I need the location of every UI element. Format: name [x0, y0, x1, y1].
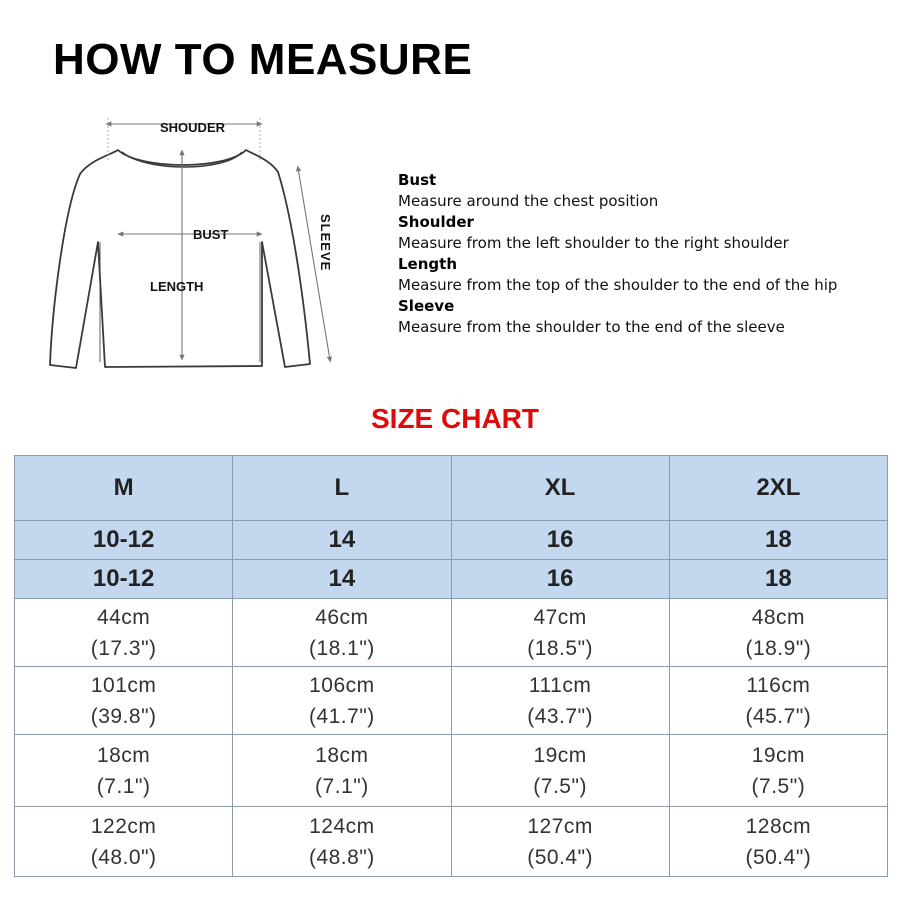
measurement-legend — [398, 170, 878, 338]
size-chart-title: SIZE CHART — [371, 403, 539, 434]
table-cell — [669, 735, 887, 807]
cell-cm: 47cm — [533, 605, 587, 629]
table-row — [15, 560, 888, 599]
size-table — [14, 455, 888, 877]
cell-cm: 46cm — [315, 605, 369, 629]
table-cell: 16 — [451, 521, 669, 560]
cell-cm: 116cm — [746, 673, 811, 697]
cell-inches: (7.1") — [96, 774, 151, 798]
cell-inches: (17.3") — [90, 636, 157, 660]
table-cell — [15, 807, 233, 877]
cell-inches: (43.7") — [527, 704, 594, 728]
cell-inches: (48.8") — [308, 845, 375, 869]
table-cell — [451, 735, 669, 807]
table-row — [15, 599, 888, 667]
table-cell: 10-12 — [15, 521, 233, 560]
cell-cm: 19cm — [751, 743, 806, 767]
table-cell — [669, 807, 887, 877]
cell-inches: (7.5") — [533, 774, 587, 798]
table-cell: 18 — [669, 521, 887, 560]
cell-cm: 124cm — [309, 814, 375, 838]
table-cell — [451, 599, 669, 667]
table-cell — [233, 599, 451, 667]
cell-cm: 44cm — [96, 605, 151, 629]
bust-label: BUST — [193, 227, 229, 242]
header-cell-xl: XL — [451, 456, 669, 521]
legend-desc-bust: Measure around the chest position — [398, 192, 659, 210]
table-cell — [669, 599, 887, 667]
legend-term-sleeve: Sleeve — [398, 297, 455, 315]
legend-desc-shoulder: Measure from the left shoulder to the right shoulder — [398, 234, 789, 252]
cell-cm: 106cm — [309, 673, 375, 697]
cell-inches: (18.5") — [527, 636, 594, 660]
table-cell — [15, 667, 233, 735]
table-cell — [15, 735, 233, 807]
cell-inches: (7.5") — [751, 774, 806, 798]
table-cell: 10-12 — [15, 560, 233, 599]
cell-inches: (18.9") — [745, 636, 812, 660]
cell-cm: 127cm — [527, 814, 593, 838]
cell-inches: (50.4") — [527, 845, 594, 869]
measurement-diagram — [40, 110, 370, 380]
legend-desc-sleeve: Measure from the shoulder to the end of the sleeve — [398, 318, 785, 336]
cell-cm: 111cm — [528, 673, 592, 697]
table-cell — [233, 667, 451, 735]
table-cell — [451, 667, 669, 735]
header-cell-2xl: 2XL — [669, 456, 887, 521]
table-cell — [669, 667, 887, 735]
table-cell — [233, 807, 451, 877]
legend-term-length: Length — [398, 255, 457, 273]
cell-inches: (7.1") — [315, 774, 369, 798]
cell-inches: (50.4") — [745, 845, 812, 869]
table-cell — [233, 735, 451, 807]
table-row — [15, 667, 888, 735]
table-row — [15, 521, 888, 560]
cell-cm: 18cm — [315, 743, 369, 767]
shoulder-label: SHOUDER — [160, 120, 226, 135]
cell-inches: (41.7") — [308, 704, 375, 728]
cell-inches: (18.1") — [308, 636, 375, 660]
table-cell: 16 — [451, 560, 669, 599]
table-cell — [15, 599, 233, 667]
cell-cm: 128cm — [745, 814, 812, 838]
table-row — [15, 807, 888, 877]
cell-inches: (48.0") — [90, 845, 157, 869]
table-cell: 18 — [669, 560, 887, 599]
length-label: LENGTH — [150, 279, 204, 294]
header-cell-l: L — [233, 456, 451, 521]
table-row — [15, 735, 888, 807]
page-title: HOW TO MEASURE — [53, 35, 473, 84]
legend-term-bust: Bust — [398, 171, 437, 189]
table-header-row — [15, 456, 888, 521]
cell-cm: 18cm — [96, 743, 151, 767]
legend-desc-length: Measure from the top of the shoulder to the end of the hip — [398, 276, 838, 294]
table-cell: 14 — [233, 521, 451, 560]
cell-inches: (45.7") — [745, 704, 812, 728]
cell-cm: 48cm — [751, 605, 806, 629]
cell-cm: 122cm — [90, 814, 157, 838]
legend-term-shoulder: Shoulder — [398, 213, 474, 231]
cell-cm: 19cm — [533, 743, 587, 767]
table-cell: 14 — [233, 560, 451, 599]
cell-cm: 101cm — [90, 673, 157, 697]
cell-inches: (39.8") — [90, 704, 157, 728]
table-cell — [451, 807, 669, 877]
header-cell-m: M — [15, 456, 233, 521]
sleeve-label: SLEEVE — [318, 214, 333, 272]
